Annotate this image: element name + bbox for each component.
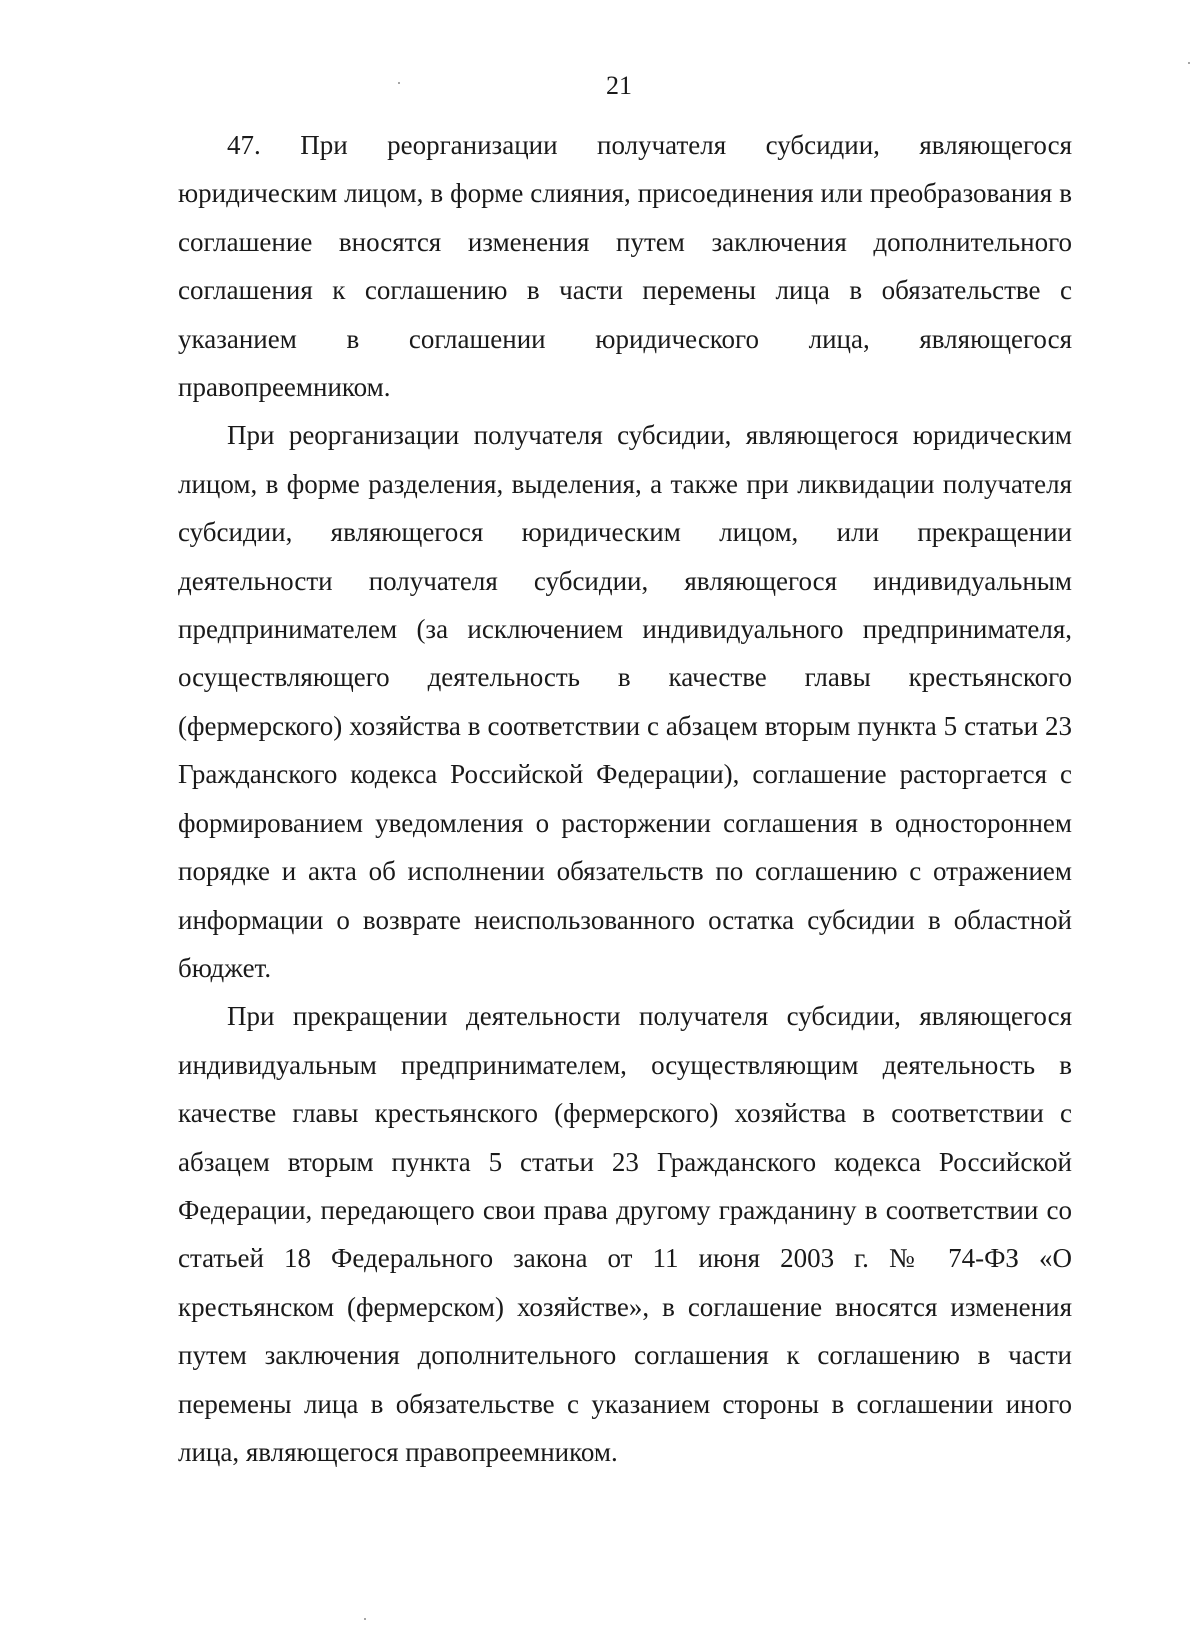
scan-speck [398, 82, 400, 84]
document-body [178, 121, 1072, 1476]
paragraph-47-merger-reorganization: 47. При реорганизации получателя субсидии, являющегося юридическим лицом, в форме слияния, присоединения или преобразования в соглашение вносятся изменения путем заключения дополнительного соглашения к соглашению в части перемены лица в обязательстве с указанием в соглашении юридического лица, являющегося правопреемником. [178, 130, 1072, 403]
scan-speck [1188, 62, 1190, 64]
paragraph-division-liquidation: При реорганизации получателя субсидии, являющегося юридическим лицом, в форме разделения, выделения, а также при ликвидации получателя субсидии, являющегося юридическим лицом, или прекращении деятельности получателя субсидии, являющегося индивидуальным предпринимателем (за исключением индивидуального предпринимателя, осуществляющего деятельность в качестве главы крестьянского (фермерского) хозяйства в соответствии с абзацем вторым пункта 5 статьи 23 Гражданского кодекса Российской Федерации), соглашение расторгается с формированием уведомления о расторжении соглашения в одностороннем порядке и акта об исполнении обязательств по соглашению с отражением информации о возврате неиспользованного остатка субсидии в областной бюджет. [178, 420, 1072, 983]
paragraph-farm-head-transfer: При прекращении деятельности получателя субсидии, являющегося индивидуальным предпринимателем, осуществляющим деятельность в качестве главы крестьянского (фермерского) хозяйства в соответствии с абзацем вторым пункта 5 статьи 23 Гражданского кодекса Российской Федерации, передающего свои права другому гражданину в соответствии со статьей 18 Федерального закона от 11 июня 2003 г. № 74-ФЗ «О крестьянском (фермерском) хозяйстве», в соглашение вносятся изменения путем заключения дополнительного соглашения к соглашению в части перемены лица в обязательстве с указанием стороны в соглашении иного лица, являющегося правопреемником. [178, 1001, 1072, 1467]
page-number: 21 [606, 71, 632, 100]
scan-speck [364, 1618, 366, 1620]
